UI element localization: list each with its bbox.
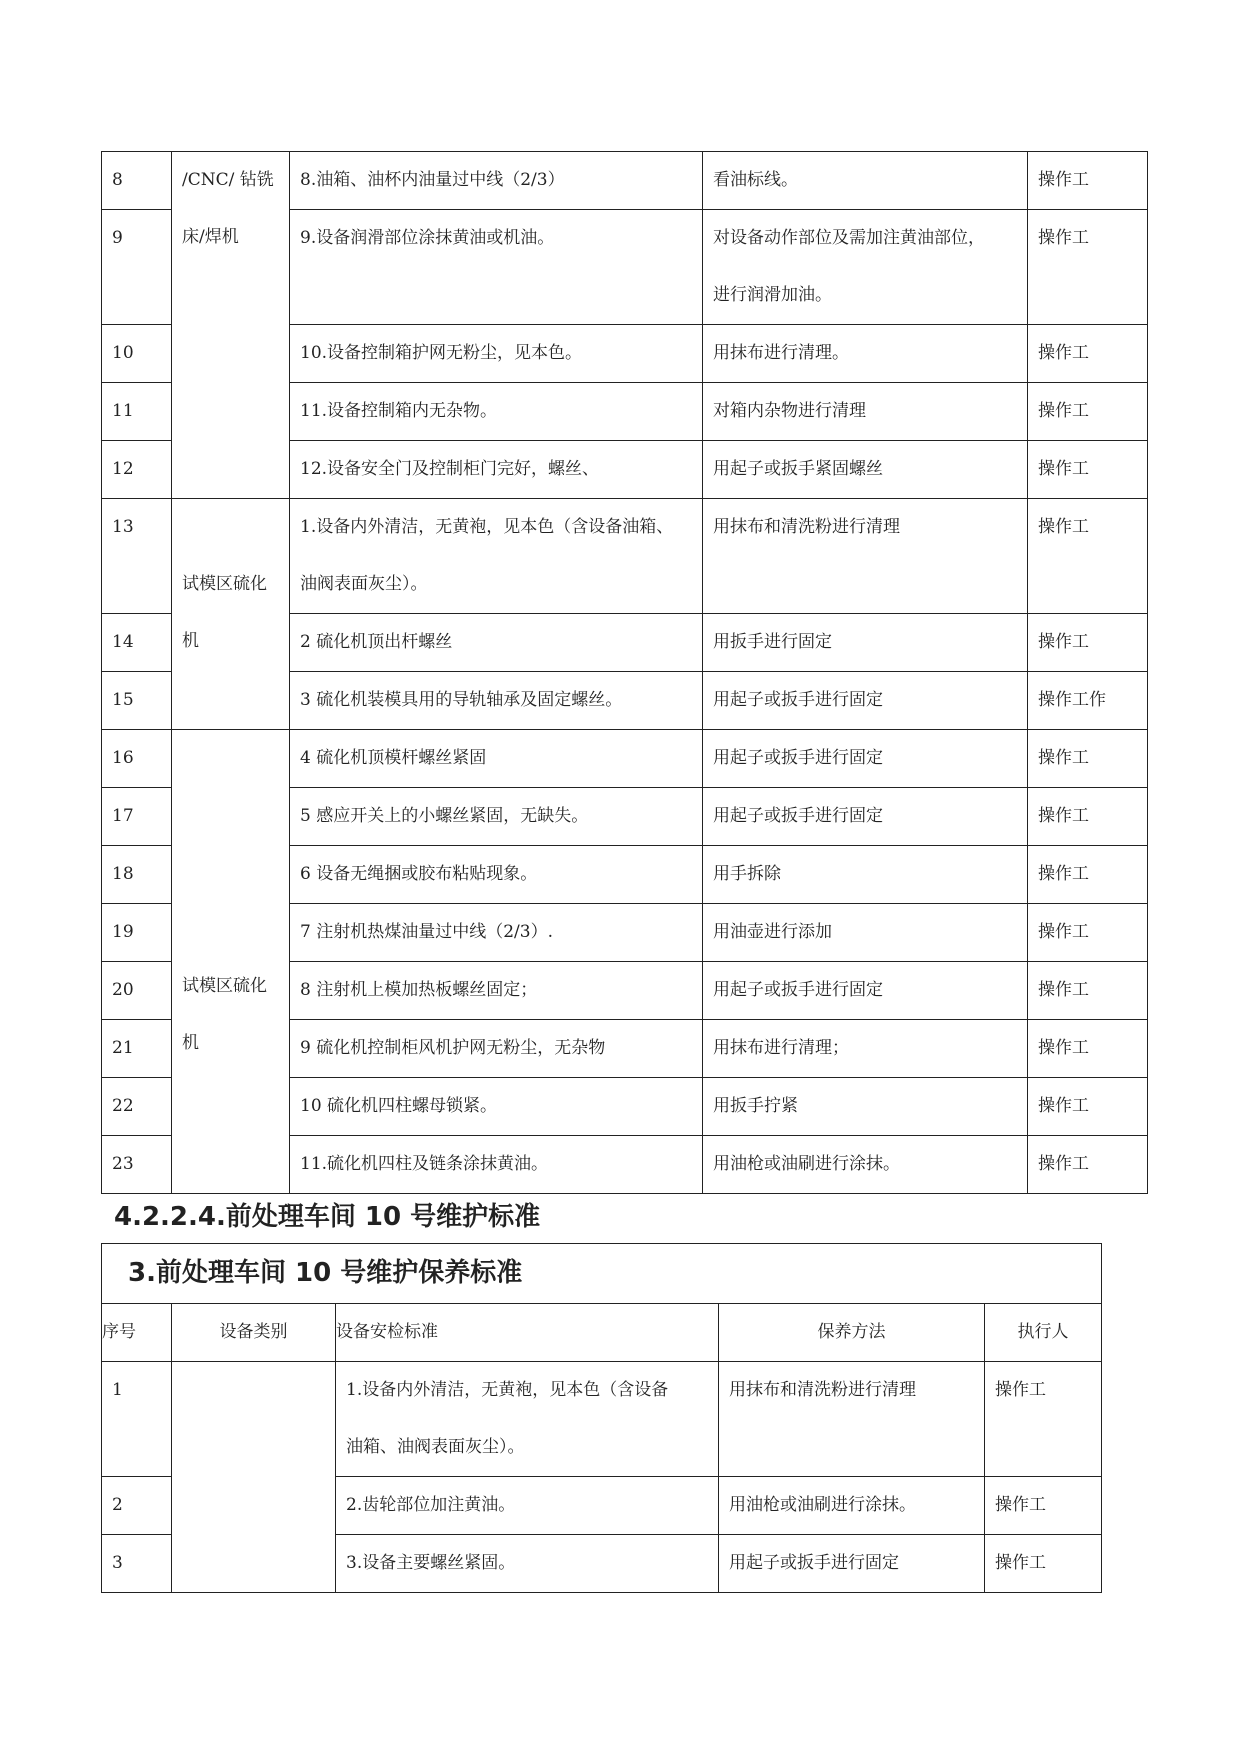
inspection-standard: 11.设备控制箱内无杂物。 [290,383,703,441]
inspection-standard: 3.设备主要螺丝紧固。 [336,1535,719,1593]
equipment-category-cell: 试模区硫化 机 [172,499,290,730]
maintenance-method: 看油标线。 [703,152,1028,210]
executor: 操作工 [1028,1078,1148,1136]
header-executor: 执行人 [985,1304,1102,1362]
maintenance-method: 用手拆除 [703,846,1028,904]
executor: 操作工 [1028,210,1148,325]
maintenance-method: 用起子或扳手进行固定 [703,788,1028,846]
inspection-standard: 2.齿轮部位加注黄油。 [336,1477,719,1535]
maintenance-method: 用抹布进行清理； [703,1020,1028,1078]
inspection-standard: 10 硫化机四柱螺母锁紧。 [290,1078,703,1136]
executor: 操作工 [1028,152,1148,210]
inspection-standard: 4 硫化机顶模杆螺丝紧固 [290,730,703,788]
inspection-standard: 7 注射机热煤油量过中线（2/3）. [290,904,703,962]
row-number: 11 [102,383,172,441]
row-number: 19 [102,904,172,962]
executor: 操作工 [1028,499,1148,614]
maintenance-table-1 [101,151,1148,1194]
maintenance-method: 用油枪或油刷进行涂抹。 [719,1477,985,1535]
executor: 操作工 [1028,1020,1148,1078]
maintenance-method: 用扳手进行固定 [703,614,1028,672]
inspection-standard: 3 硫化机装模具用的导轨轴承及固定螺丝。 [290,672,703,730]
row-number: 20 [102,962,172,1020]
inspection-standard: 2 硫化机顶出杆螺丝 [290,614,703,672]
maintenance-method: 用抹布和清洗粉进行清理 [719,1362,985,1477]
row-number: 21 [102,1020,172,1078]
executor: 操作工 [1028,383,1148,441]
inspection-standard: 11.硫化机四柱及链条涂抹黄油。 [290,1136,703,1194]
row-number: 23 [102,1136,172,1194]
row-number: 13 [102,499,172,614]
section-heading: 4.2.2.4.前处理车间 10 号维护标准 [114,1202,541,1232]
maintenance-method: 用起子或扳手进行固定 [703,672,1028,730]
header-category: 设备类别 [172,1304,336,1362]
row-number: 17 [102,788,172,846]
inspection-standard: 6 设备无绳捆或胶布粘贴现象。 [290,846,703,904]
maintenance-method: 用扳手拧紧 [703,1078,1028,1136]
executor: 操作工 [1028,962,1148,1020]
executor: 操作工 [1028,325,1148,383]
row-number: 3 [102,1535,172,1593]
maintenance-method: 对设备动作部位及需加注黄油部位， 进行润滑加油。 [703,210,1028,325]
table-caption: 3.前处理车间 10 号维护保养标准 [102,1244,1102,1304]
equipment-category-cell: /CNC/ 钻铣 床/焊机 [172,152,290,499]
header-no: 序号 [102,1304,172,1362]
maintenance-table-2 [101,1243,1102,1593]
executor: 操作工 [1028,788,1148,846]
row-number: 9 [102,210,172,325]
maintenance-method: 用起子或扳手进行固定 [703,962,1028,1020]
maintenance-method: 用起子或扳手进行固定 [703,730,1028,788]
inspection-standard: 1.设备内外清洁，无黄袍，见本色（含设备油箱、 油阀表面灰尘）。 [290,499,703,614]
header-method: 保养方法 [719,1304,985,1362]
row-number: 18 [102,846,172,904]
row-number: 10 [102,325,172,383]
maintenance-method: 用起子或扳手进行固定 [719,1535,985,1593]
row-number: 12 [102,441,172,499]
row-number: 1 [102,1362,172,1477]
row-number: 16 [102,730,172,788]
maintenance-method: 用抹布进行清理。 [703,325,1028,383]
executor: 操作工 [985,1535,1102,1593]
executor: 操作工 [1028,846,1148,904]
row-number: 8 [102,152,172,210]
maintenance-method: 用油壶进行添加 [703,904,1028,962]
row-number: 15 [102,672,172,730]
inspection-standard: 10.设备控制箱护网无粉尘，见本色。 [290,325,703,383]
inspection-standard: 12.设备安全门及控制柜门完好，螺丝、 [290,441,703,499]
executor: 操作工作 [1028,672,1148,730]
row-number: 2 [102,1477,172,1535]
executor: 操作工 [1028,904,1148,962]
equipment-category-cell [172,1362,336,1593]
executor: 操作工 [1028,730,1148,788]
executor: 操作工 [1028,441,1148,499]
row-number: 22 [102,1078,172,1136]
table-header-row [102,1304,1102,1362]
executor: 操作工 [1028,614,1148,672]
inspection-standard: 9 硫化机控制柜风机护网无粉尘，无杂物 [290,1020,703,1078]
inspection-standard: 8 注射机上模加热板螺丝固定； [290,962,703,1020]
inspection-standard: 5 感应开关上的小螺丝紧固，无缺失。 [290,788,703,846]
executor: 操作工 [985,1362,1102,1477]
executor: 操作工 [1028,1136,1148,1194]
row-number: 14 [102,614,172,672]
inspection-standard: 8.油箱、油杯内油量过中线（2/3） [290,152,703,210]
maintenance-method: 用抹布和清洗粉进行清理 [703,499,1028,614]
inspection-standard: 1.设备内外清洁，无黄袍，见本色（含设备 油箱、油阀表面灰尘）。 [336,1362,719,1477]
equipment-category-cell: 试模区硫化 机 [172,730,290,1194]
maintenance-method: 用油枪或油刷进行涂抹。 [703,1136,1028,1194]
inspection-standard: 9.设备润滑部位涂抹黄油或机油。 [290,210,703,325]
header-standard: 设备安检标准 [336,1304,719,1362]
maintenance-method: 用起子或扳手紧固螺丝 [703,441,1028,499]
executor: 操作工 [985,1477,1102,1535]
maintenance-method: 对箱内杂物进行清理 [703,383,1028,441]
